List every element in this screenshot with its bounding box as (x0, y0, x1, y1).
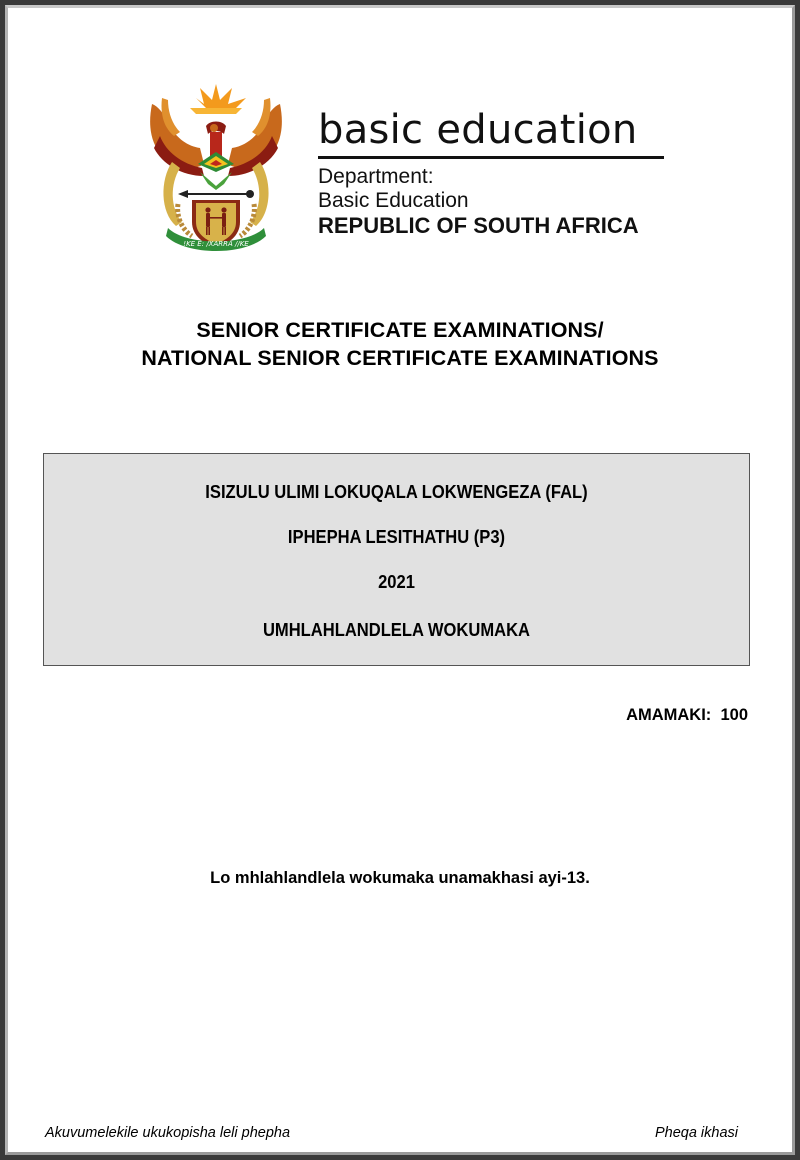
exam-heading-line-1: SENIOR CERTIFICATE EXAMINATIONS/ (196, 318, 604, 342)
department-branding (318, 106, 664, 239)
department-label: Department: (318, 165, 434, 188)
brand-title: basic education (318, 107, 638, 153)
svg-text:!KE E: /XARRA //KE: !KE E: /XARRA //KE (183, 240, 249, 248)
footer-copyright-notice: Akuvumelekile ukukopisha leli phepha (45, 1125, 291, 1141)
document-type: UMHLAHLANDLELA WOKUMAKA (262, 620, 531, 640)
department-name: Basic Education (318, 189, 469, 212)
pages-note: Lo mhlahlandlela wokumaka unamakhasi ayi-13. (210, 869, 590, 887)
marks-value: 100 (720, 706, 748, 724)
coat-of-arms-logo (146, 76, 286, 252)
coat-of-arms-icon (146, 76, 286, 252)
sun-icon (190, 84, 246, 114)
brand-divider (318, 156, 664, 159)
paper-title: IPHEPHA LESITHATHU (P3) (287, 527, 506, 547)
exam-heading-line-2: NATIONAL SENIOR CERTIFICATE EXAMINATIONS (141, 346, 659, 370)
marks-label: AMAMAKI: (626, 706, 712, 724)
footer-turn-page: Pheqa ikhasi (654, 1125, 738, 1141)
subject-title: ISIZULU ULIMI LOKUQALA LOKWENGEZA (FAL) (205, 482, 588, 502)
exam-year: 2021 (378, 572, 415, 592)
exam-heading (0, 316, 800, 372)
title-box (43, 453, 750, 666)
country-name: REPUBLIC OF SOUTH AFRICA (318, 213, 639, 238)
total-marks (626, 706, 748, 725)
